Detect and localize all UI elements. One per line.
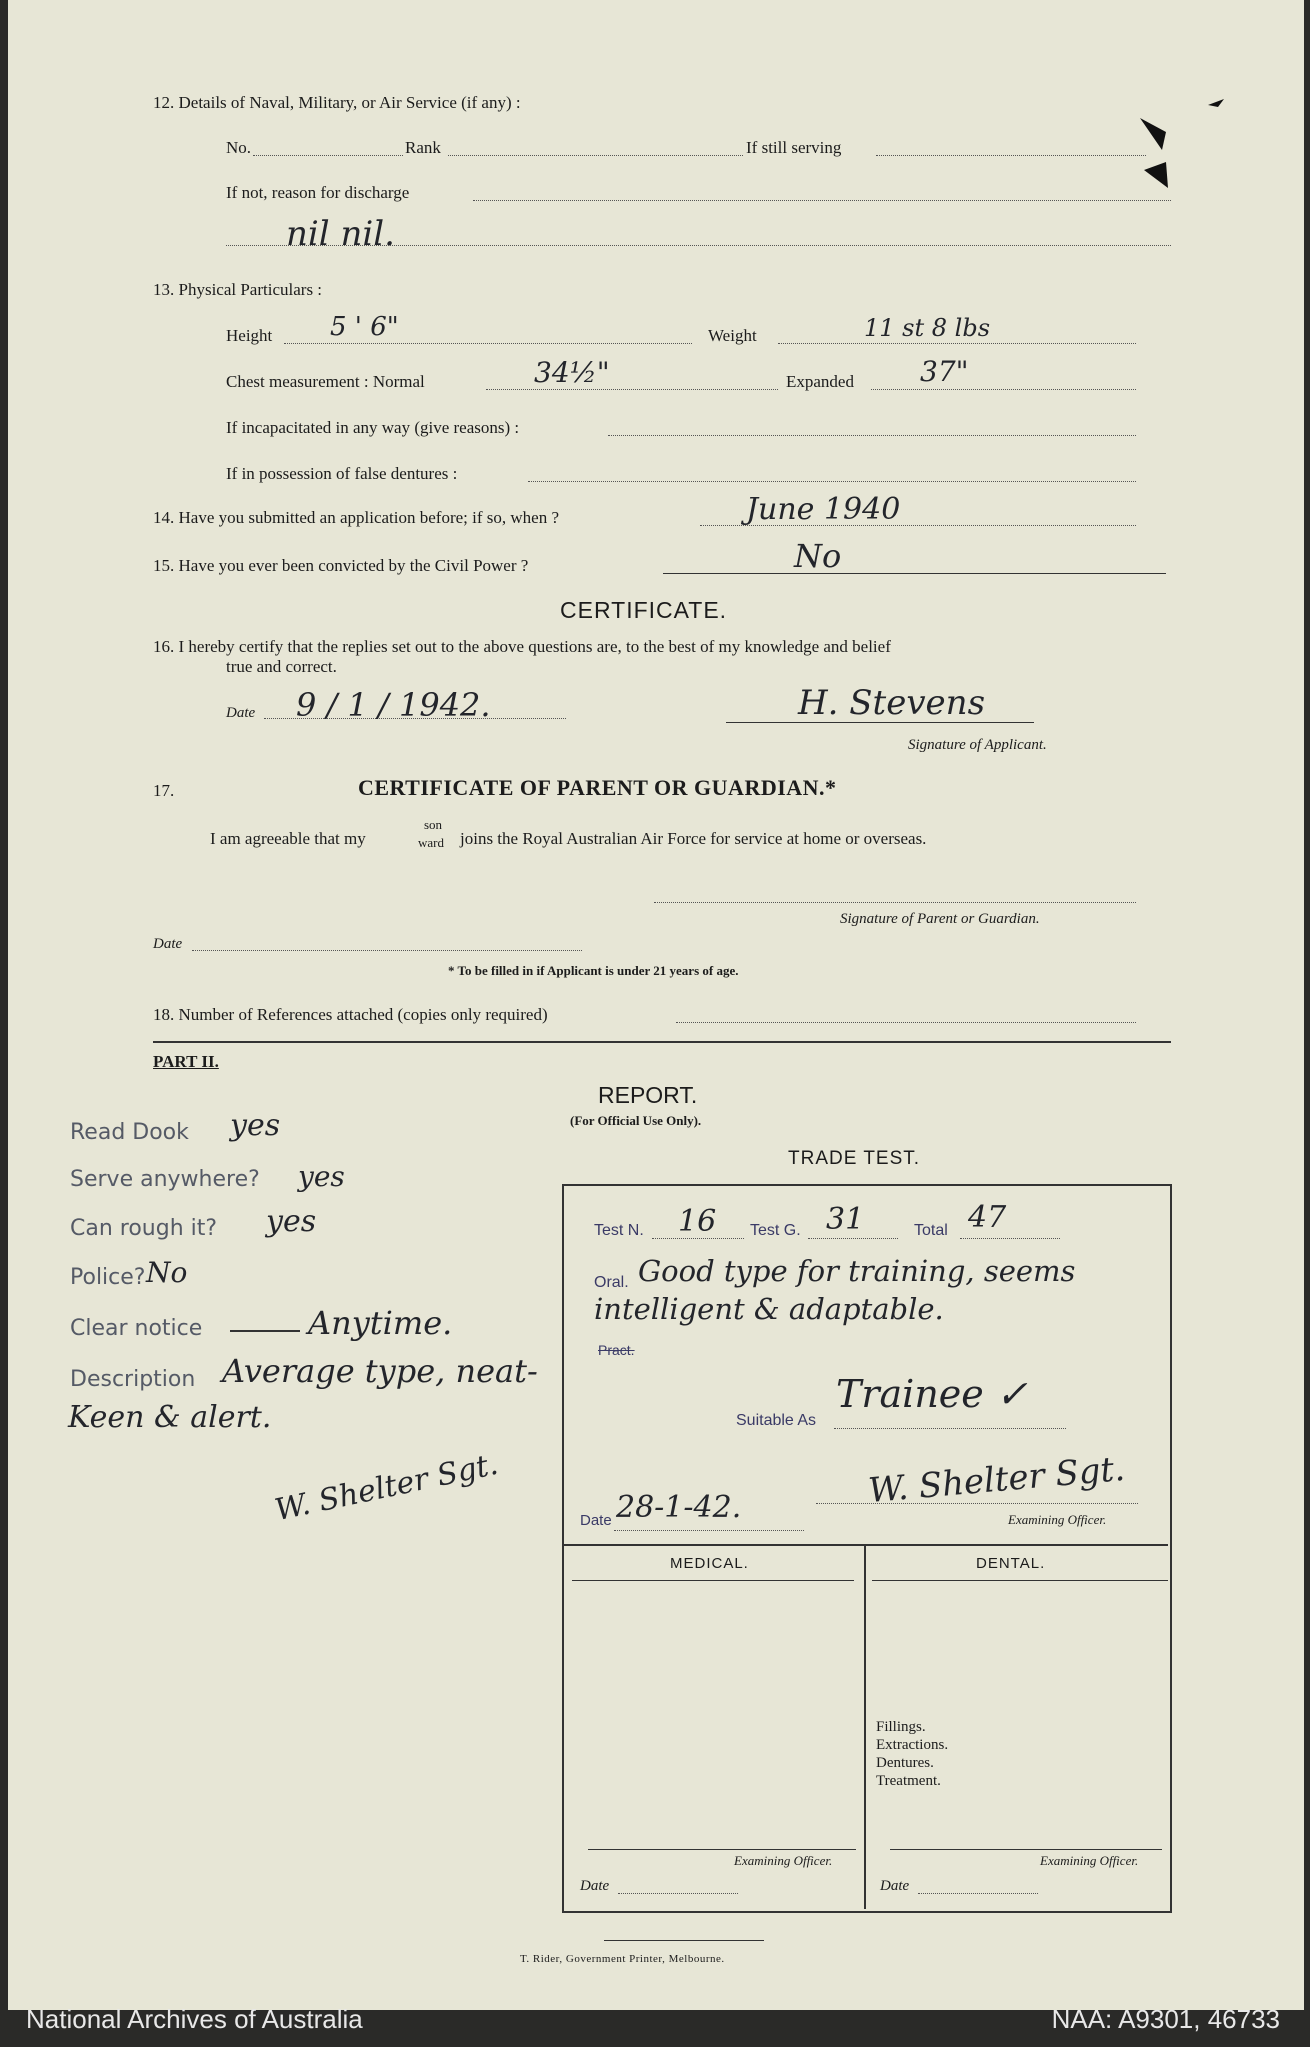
serve-value: yes <box>298 1160 345 1193</box>
description-label: Description <box>70 1367 196 1392</box>
dentures-label: If in possession of false dentures : <box>226 464 458 483</box>
dental-title: DENTAL. <box>976 1555 1046 1572</box>
tick-mark-icon <box>1206 95 1230 111</box>
certificate-title: CERTIFICATE. <box>560 597 728 623</box>
still-serving-label: If still serving <box>746 138 842 157</box>
form-page <box>8 0 1304 2010</box>
description-value-1: Average type, neat- <box>222 1352 538 1390</box>
weight-value: 11 st 8 lbs <box>864 314 991 342</box>
oral-value-2: intelligent & adaptable. <box>594 1292 944 1326</box>
medical-title: MEDICAL. <box>670 1555 749 1572</box>
report-title: REPORT. <box>598 1082 698 1108</box>
dental-item: Treatment. <box>876 1773 941 1789</box>
corner-mark-icon <box>1136 110 1176 195</box>
oral-value-1: Good type for training, seems <box>638 1254 1076 1288</box>
guardian-text-after: joins the Royal Australian Air Force for service at home or overseas. <box>460 829 927 848</box>
interviewer-signature: W. Shelter Sgt. <box>271 1446 502 1529</box>
clear-notice-value: Anytime. <box>308 1304 453 1342</box>
q15-value: No <box>794 537 842 575</box>
read-book-value: yes <box>230 1108 281 1143</box>
discharge-handwriting: nil nil. <box>286 214 395 254</box>
police-label: Police? <box>70 1265 146 1290</box>
ward-option: ward <box>418 835 444 850</box>
footer-left: National Archives of Australia <box>26 2004 363 2034</box>
dental-items <box>876 1718 1076 1790</box>
dental-item: Dentures. <box>876 1755 934 1771</box>
no-label: No. <box>226 138 252 157</box>
clear-notice-label: Clear notice <box>70 1316 203 1341</box>
suitable-label: Suitable As <box>736 1412 817 1429</box>
suitable-value: Trainee ✓ <box>836 1372 1028 1416</box>
total-label: Total <box>914 1222 948 1239</box>
description-value-2: Keen & alert. <box>68 1400 272 1435</box>
guardian-signature-caption: Signature of Parent or Guardian. <box>840 911 1040 927</box>
pract-label: Pract. <box>598 1342 635 1358</box>
q14-label: 14. Have you submitted an application before; if so, when ? <box>153 508 559 527</box>
q16-line1: 16. I hereby certify that the replies set out to the above questions are, to the best of my knowledge and belief <box>153 637 891 656</box>
q13-label: 13. Physical Particulars : <box>153 280 323 299</box>
guardian-footnote: * To be filled in if Applicant is under 21 years of age. <box>448 963 739 978</box>
applicant-signature: H. Stevens <box>798 683 986 723</box>
footer-right: NAA: A9301, 46733 <box>1051 2004 1280 2034</box>
q14-value: June 1940 <box>746 492 901 527</box>
dental-date-label: Date <box>880 1878 910 1894</box>
dental-item: Extractions. <box>876 1737 949 1753</box>
part2-heading: PART II. <box>153 1052 219 1071</box>
q12-label: 12. Details of Naval, Military, or Air Service (if any) : <box>153 93 521 112</box>
date-label: Date <box>226 705 256 721</box>
height-value: 5 ' 6" <box>330 312 399 342</box>
read-book-label: Read Dook <box>70 1120 189 1145</box>
dental-item: Fillings. <box>876 1719 926 1735</box>
test-g-value: 31 <box>826 1202 865 1237</box>
height-label: Height <box>226 326 273 345</box>
trade-date-value: 28-1-42. <box>616 1490 742 1525</box>
test-n-value: 16 <box>678 1204 717 1239</box>
strike-line <box>230 1330 300 1332</box>
q16-line2: true and correct. <box>226 657 337 676</box>
q17-number: 17. <box>153 781 175 800</box>
q15-label: 15. Have you ever been convicted by the Civil Power ? <box>153 556 529 575</box>
printer-imprint: T. Rider, Government Printer, Melbourne. <box>520 1953 725 1965</box>
q18-label: 18. Number of References attached (copies only required) <box>153 1005 548 1024</box>
date-value: 9 / 1 / 1942. <box>296 686 491 724</box>
police-value: No <box>146 1256 188 1289</box>
weight-label: Weight <box>708 326 757 345</box>
expanded-label: Expanded <box>786 372 854 391</box>
test-g-label: Test G. <box>750 1222 801 1239</box>
trade-test-title: TRADE TEST. <box>788 1148 921 1169</box>
total-value: 47 <box>968 1200 1007 1235</box>
trade-date-label: Date <box>580 1512 612 1529</box>
guardian-title: CERTIFICATE OF PARENT OR GUARDIAN.* <box>358 775 837 800</box>
oral-label: Oral. <box>594 1274 629 1291</box>
serve-label: Serve anywhere? <box>70 1167 260 1192</box>
signature-caption: Signature of Applicant. <box>908 737 1047 753</box>
expanded-value: 37" <box>920 355 969 388</box>
discharge-label: If not, reason for discharge <box>226 183 410 202</box>
rank-label: Rank <box>405 138 441 157</box>
guardian-date-label: Date <box>153 936 183 952</box>
chest-value: 34½" <box>534 356 610 389</box>
incapacitated-label: If incapacitated in any way (give reasons) : <box>226 418 520 437</box>
rough-value: yes <box>266 1204 317 1239</box>
chest-label: Chest measurement : Normal <box>226 372 425 391</box>
test-n-label: Test N. <box>594 1222 644 1239</box>
report-subtitle: (For Official Use Only). <box>570 1113 702 1128</box>
examiner-caption: Examining Officer. <box>1008 1512 1107 1527</box>
examiner-signature: W. Shelter Sgt. <box>866 1448 1127 1512</box>
son-option: son <box>424 817 443 832</box>
medical-date-label: Date <box>580 1878 610 1894</box>
dental-examiner-caption: Examining Officer. <box>1040 1853 1139 1868</box>
medical-examiner-caption: Examining Officer. <box>734 1853 833 1868</box>
rough-label: Can rough it? <box>70 1216 218 1241</box>
guardian-text-before: I am agreeable that my <box>210 829 366 848</box>
